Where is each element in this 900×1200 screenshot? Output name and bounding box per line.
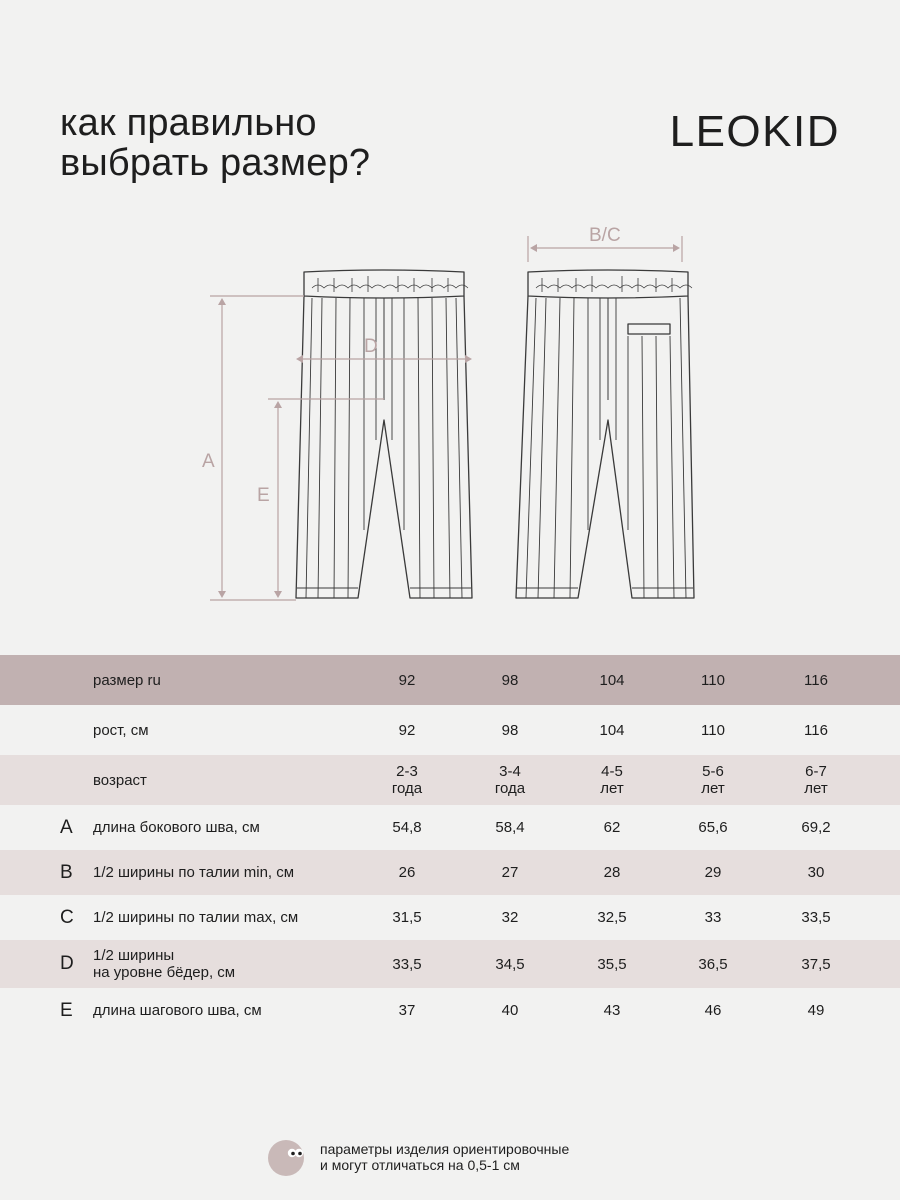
cell-age: 6-7 <box>805 763 827 780</box>
table-row-size <box>0 655 900 705</box>
cell: 58,4 <box>495 819 525 836</box>
cell: 116 <box>804 722 828 739</box>
table-row-d <box>0 940 900 988</box>
cell: 98 <box>501 672 519 689</box>
cell: 27 <box>501 864 519 881</box>
pants-drawing <box>0 200 900 620</box>
cell: 31,5 <box>392 909 422 926</box>
cell-age: 3-4 <box>499 763 521 780</box>
cell: 29 <box>704 864 722 881</box>
back-pocket <box>628 324 670 334</box>
row-letter: C <box>60 907 74 928</box>
cell: 62 <box>603 819 621 836</box>
back-outline <box>516 296 694 598</box>
a-ext-lines <box>210 296 304 600</box>
cell: 34,5 <box>495 956 525 973</box>
table-row-a <box>0 805 900 850</box>
cell: 43 <box>603 1002 621 1019</box>
brand-logo: LEOKID <box>669 107 840 156</box>
title-line-2: выбрать размер? <box>60 142 371 184</box>
label-a: A <box>202 451 215 472</box>
note-line-1: параметры изделия ориентировочные <box>320 1141 570 1157</box>
cell <box>367 763 447 797</box>
cell: 92 <box>398 672 416 689</box>
table-row-e <box>0 988 900 1033</box>
front-view <box>296 270 472 598</box>
row-label: размер ru <box>93 672 161 689</box>
row-letter: D <box>60 953 74 974</box>
row-label-line: 1/2 ширины <box>93 947 175 964</box>
cell-age-unit: лет <box>600 780 624 797</box>
table-row-b <box>0 850 900 895</box>
cell-age-unit: лет <box>701 780 725 797</box>
cell: 32 <box>501 909 519 926</box>
cell-age: 5-6 <box>702 763 724 780</box>
row-label: возраст <box>93 772 147 789</box>
cell: 65,6 <box>698 819 728 836</box>
cell: 110 <box>701 672 725 689</box>
cell <box>572 763 652 797</box>
cell <box>776 763 856 797</box>
table-row-age <box>0 755 900 805</box>
back-view <box>516 270 694 598</box>
cell: 54,8 <box>392 819 422 836</box>
cell: 37,5 <box>801 956 831 973</box>
cell: 30 <box>807 864 825 881</box>
cell: 33,5 <box>392 956 422 973</box>
row-letter: A <box>60 817 73 838</box>
cell: 49 <box>807 1002 825 1019</box>
page-title <box>60 103 370 183</box>
mascot-icon <box>268 1140 304 1176</box>
cell: 46 <box>704 1002 722 1019</box>
cell: 98 <box>501 722 519 739</box>
cell: 28 <box>603 864 621 881</box>
row-label: 1/2 ширины по талии min, см <box>93 864 295 881</box>
label-e: E <box>257 485 270 506</box>
cell: 110 <box>701 722 725 739</box>
cell: 40 <box>501 1002 519 1019</box>
row-label: рост, см <box>93 722 149 739</box>
cell-age: 2-3 <box>396 763 418 780</box>
cell: 26 <box>398 864 416 881</box>
cell: 32,5 <box>597 909 627 926</box>
cell: 104 <box>599 672 625 689</box>
pants-diagram <box>0 200 900 620</box>
cell-age-unit: года <box>494 780 526 797</box>
cell: 69,2 <box>801 819 831 836</box>
cell: 92 <box>398 722 416 739</box>
back-waistband <box>528 270 688 298</box>
cell: 104 <box>599 722 625 739</box>
cell-age-unit: лет <box>804 780 828 797</box>
note-line-2: и могут отличаться на 0,5-1 см <box>320 1157 520 1173</box>
cell-age: 4-5 <box>601 763 623 780</box>
size-table <box>0 655 900 1033</box>
cell: 33 <box>704 909 722 926</box>
label-bc: B/C <box>589 225 621 246</box>
cell <box>673 763 753 797</box>
note-text <box>320 1141 569 1173</box>
cell-age-unit: года <box>391 780 423 797</box>
row-label: длина шагового шва, см <box>93 1002 262 1019</box>
cell: 116 <box>804 672 828 689</box>
cell <box>470 763 550 797</box>
row-label: 1/2 ширины по талии max, см <box>93 909 299 926</box>
row-letter: B <box>60 862 73 883</box>
label-d: D <box>364 336 378 357</box>
table-row-height <box>0 705 900 755</box>
cell: 35,5 <box>597 956 627 973</box>
row-label-line: на уровне бёдер, см <box>93 964 236 981</box>
cell: 33,5 <box>801 909 831 926</box>
cell: 36,5 <box>698 956 728 973</box>
row-label: длина бокового шва, см <box>93 819 260 836</box>
cell: 37 <box>398 1002 416 1019</box>
table-row-c <box>0 895 900 940</box>
front-waistband <box>304 270 464 298</box>
row-letter: E <box>60 1000 73 1021</box>
row-label <box>93 947 235 981</box>
title-line-1: как правильно <box>60 102 317 144</box>
